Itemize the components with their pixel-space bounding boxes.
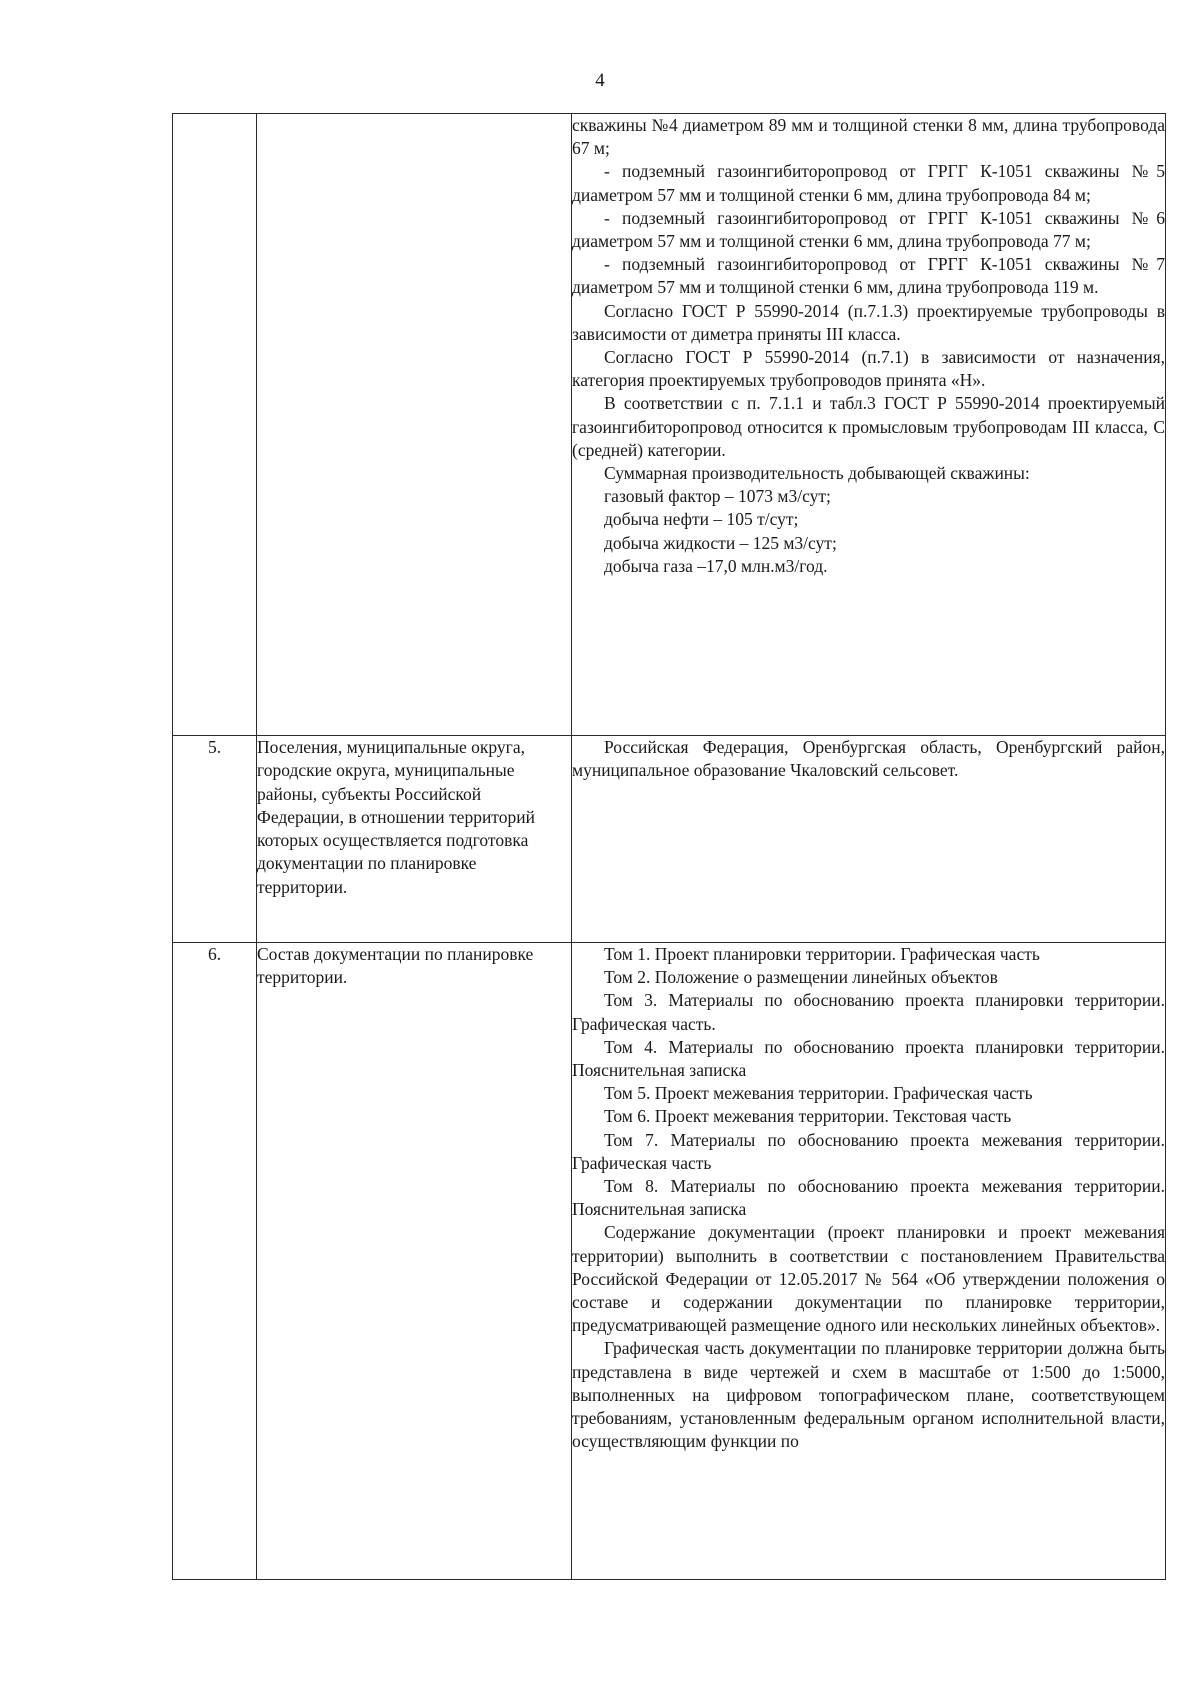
- content-paragraph: Том 3. Материалы по обоснованию проекта планировки территории. Графическая часть.: [572, 990, 1165, 1034]
- table-row: [173, 943, 1166, 1580]
- content-paragraph: Графическая часть документации по планировке территории должна быть представлена в виде чертежей и схем в масштабе от 1:500 до 1:5000, выполненных на цифровом топографическом плане, соответствующем требованиям, установленным федеральным органом исполнительной власти, осуществляющим функции по: [572, 1338, 1165, 1452]
- specification-table: [172, 113, 1166, 1580]
- content-paragraph: Том 6. Проект межевания территории. Текстовая часть: [604, 1106, 1012, 1127]
- table-row: [173, 736, 1166, 943]
- content-paragraph: Суммарная производительность добывающей скважины:: [604, 463, 1030, 484]
- row-number: 5.: [173, 736, 257, 943]
- content-paragraph: Согласно ГОСТ Р 55990-2014 (п.7.1.3) проектируемые трубопроводы в зависимости от диметра приняты III класса.: [572, 300, 1165, 344]
- content-paragraph: - подземный газоингибиторопровод от ГРГГ К-1051 скважины №5 диаметром 57 мм и толщиной стенки 6 мм, длина трубопровода 84 м;: [572, 161, 1165, 205]
- content-paragraph: Содержание документации (проект планировки и проект межевания территории) выполнить в соответствии с постановлением Правительства Российской Федерации от 12.05.2017 № 564 «Об утверждении положения о составе и содержании документации по планировке территории, предусматривающей размещение одного или нескольких линейных объектов».: [572, 1222, 1165, 1336]
- content-paragraph: Том 8. Материалы по обоснованию проекта межевания территории. Пояснительная записка: [572, 1176, 1165, 1220]
- content-paragraph: - подземный газоингибиторопровод от ГРГГ К-1051 скважины №7 диаметром 57 мм и толщиной стенки 6 мм, длина трубопровода 119 м.: [572, 254, 1165, 298]
- row-content: [572, 943, 1166, 1580]
- content-paragraph: Том 2. Положение о размещении линейных объектов: [604, 967, 998, 988]
- table-row: [173, 114, 1166, 736]
- content-paragraph: добыча жидкости – 125 м3/сут;: [604, 532, 837, 553]
- row-parameter-name: [257, 114, 572, 736]
- content-paragraph: Том 4. Материалы по обоснованию проекта планировки территории. Пояснительная записка: [572, 1036, 1165, 1081]
- content-paragraph: газовый фактор – 1073 м3/сут;: [604, 486, 831, 507]
- page-number: 4: [595, 70, 605, 91]
- content-paragraph: Согласно ГОСТ Р 55990-2014 (п.7.1) в зависимости от назначения, категория проектируемых трубопроводов принята «Н».: [572, 347, 1165, 391]
- row-parameter-name: Состав документации по планировке территории.: [257, 943, 572, 1580]
- content-paragraph: - подземный газоингибиторопровод от ГРГГ К-1051 скважины №6 диаметром 57 мм и толщиной стенки 6 мм, длина трубопровода 77 м;: [572, 207, 1165, 252]
- content-paragraph: добыча нефти – 105 т/сут;: [604, 509, 799, 530]
- row-parameter-name: Поселения, муниципальные округа, городские округа, муниципальные районы, субъекты Российской Федерации, в отношении территорий которых осуществляется подготовка документации по планировке территории.: [257, 736, 572, 943]
- content-paragraph: Том 7. Материалы по обоснованию проекта межевания территории. Графическая часть: [572, 1129, 1165, 1173]
- content-paragraph: В соответствии с п. 7.1.1 и табл.3 ГОСТ Р 55990-2014 проектируемый газоингибиторопровод относится к промысловым трубопроводам III класса, С (средней) категории.: [572, 393, 1165, 460]
- row-number: 6.: [173, 943, 257, 1580]
- content-paragraph: Том 1. Проект планировки территории. Графическая часть: [604, 944, 1040, 964]
- row-content: [572, 736, 1166, 943]
- content-paragraph: Том 5. Проект межевания территории. Графическая часть: [604, 1083, 1033, 1104]
- content-paragraph: скважины №4 диаметром 89 мм и толщиной стенки 8 мм, длина трубопровода 67 м;: [572, 115, 1165, 159]
- row-content: [572, 114, 1166, 736]
- content-paragraph: Российская Федерация, Оренбургская область, Оренбургский район, муниципальное образование Чкаловский сельсовет.: [572, 737, 1165, 781]
- content-paragraph: добыча газа –17,0 млн.м3/год.: [604, 555, 828, 576]
- row-number: [173, 114, 257, 736]
